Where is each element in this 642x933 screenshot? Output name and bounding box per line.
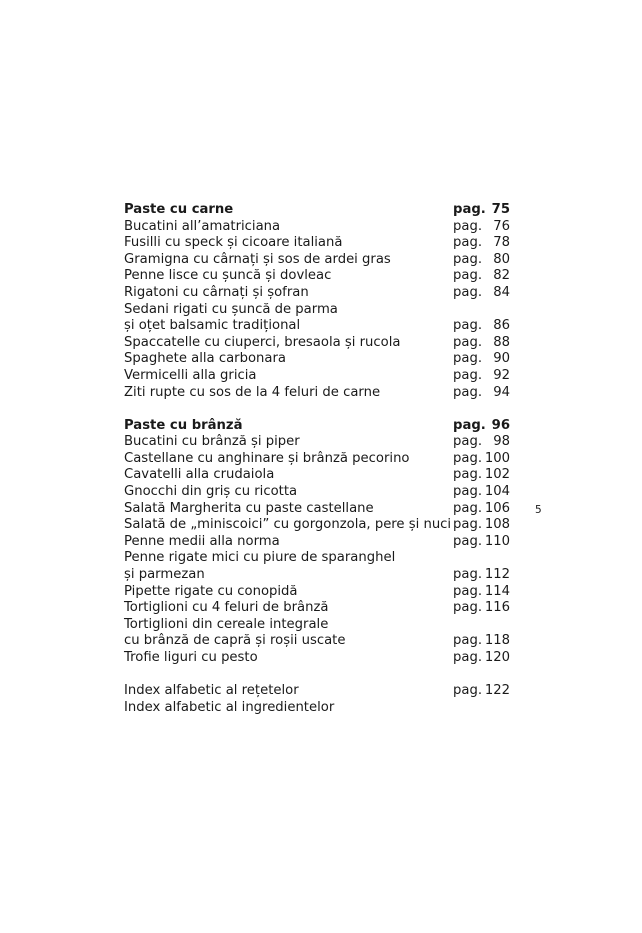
toc-entry: [124, 268, 510, 285]
toc-entry: [124, 650, 510, 667]
entry-title: Ziti rupte cu sos de la 4 feluri de carne: [124, 384, 381, 400]
pag-label: pag.: [453, 683, 483, 699]
entry-title: Penne rigate mici cu piure de sparanghel: [124, 550, 396, 566]
toc-section-paste-cu-carne: [124, 202, 510, 401]
toc-entry: [124, 451, 510, 468]
page-number: 104: [484, 484, 510, 499]
page-number: 122: [484, 683, 510, 699]
section-heading-title: Paste cu carne: [124, 202, 234, 217]
toc-entry: [124, 318, 510, 335]
entry-title: cu brânză de capră și roșii uscate: [124, 633, 346, 649]
toc-entry: [124, 617, 510, 634]
page-number: 82: [493, 268, 510, 284]
pag-label: pag.: [453, 268, 483, 284]
entry-title: Penne medii alla norma: [124, 533, 280, 549]
page-number: 106: [484, 500, 510, 516]
pag-label: pag.: [453, 450, 483, 466]
pag-label: pag.: [453, 384, 483, 400]
section-heading-title: Paste cu brânză: [124, 417, 243, 433]
toc-entry: [124, 633, 510, 650]
entry-title: Cavatelli alla crudaiola: [124, 467, 275, 483]
page-number: 75: [491, 202, 510, 217]
pag-label: pag.: [453, 484, 483, 499]
toc-entry: [124, 484, 510, 501]
toc-entry: [124, 683, 510, 700]
toc-entry: [124, 285, 510, 302]
pag-label: pag.: [453, 367, 483, 383]
pag-label: pag.: [453, 600, 483, 616]
pag-label: pag.: [453, 649, 483, 665]
entry-title: Sedani rigati cu șuncă de parma: [124, 301, 338, 317]
entry-title: Tortiglioni din cereale integrale: [124, 616, 329, 632]
page-number: 110: [484, 533, 510, 549]
page-number: 76: [493, 218, 510, 234]
pag-label: pag.: [453, 284, 483, 300]
page-number: 114: [484, 583, 510, 599]
toc-entry: [124, 252, 510, 269]
toc-entry: [124, 501, 510, 518]
page-number: 120: [484, 649, 510, 665]
toc-entry: [124, 351, 510, 368]
entry-title: Spaghete alla carbonara: [124, 351, 286, 367]
page-number: 88: [493, 334, 510, 350]
entry-title: Penne lisce cu șuncă și dovleac: [124, 268, 332, 284]
pag-label: pag.: [453, 500, 483, 516]
entry-title: Rigatoni cu cârnați și șofran: [124, 284, 309, 300]
toc-entry: [124, 368, 510, 385]
pag-label: pag.: [453, 417, 486, 433]
pag-label: pag.: [453, 202, 486, 217]
pag-label: pag.: [453, 583, 483, 599]
table-of-contents: [124, 202, 510, 733]
pag-label: pag.: [453, 566, 483, 582]
entry-title: Castellane cu anghinare și brânză pecorino: [124, 450, 410, 466]
page-number: 90: [493, 351, 510, 367]
toc-entry: [124, 434, 510, 451]
page-number: 118: [484, 633, 510, 649]
toc-entry: [124, 550, 510, 567]
toc-section-paste-cu-branza: [124, 418, 510, 667]
section-heading: [124, 418, 510, 435]
entry-title: Gnocchi din griș cu ricotta: [124, 484, 298, 499]
pag-label: pag.: [453, 235, 483, 251]
page-number: 84: [493, 284, 510, 300]
toc-entry: [124, 302, 510, 319]
pag-label: pag.: [453, 351, 483, 367]
entry-title: Salată de „miniscoici” cu gorgonzola, pere și nuci: [124, 517, 452, 533]
entry-title: Tortiglioni cu 4 feluri de brânză: [124, 600, 329, 616]
section-heading: [124, 202, 510, 219]
pag-label: pag.: [453, 434, 483, 450]
page-folio-number: 5: [535, 504, 542, 516]
toc-section-indexes: [124, 683, 510, 716]
entry-title: Fusilli cu speck și cicoare italiană: [124, 235, 343, 251]
page-number: 96: [491, 417, 510, 433]
toc-entry: [124, 517, 510, 534]
entry-title: Index alfabetic al ingredientelor: [124, 699, 335, 715]
toc-entry: [124, 235, 510, 252]
pag-label: pag.: [453, 517, 483, 533]
pag-label: pag.: [453, 251, 483, 267]
entry-title: Vermicelli alla gricia: [124, 367, 257, 383]
entry-title: Index alfabetic al rețetelor: [124, 683, 299, 699]
toc-entry: [124, 567, 510, 584]
pag-label: pag.: [453, 467, 483, 483]
toc-entry: [124, 600, 510, 617]
pag-label: pag.: [453, 318, 483, 334]
toc-entry: [124, 700, 510, 717]
page-number: 86: [493, 318, 510, 334]
page-number: 92: [493, 367, 510, 383]
page-number: 112: [484, 566, 510, 582]
entry-title: Trofie liguri cu pesto: [124, 649, 258, 665]
page-number: 80: [493, 251, 510, 267]
page-number: 100: [484, 450, 510, 466]
pag-label: pag.: [453, 218, 483, 234]
page-number: 102: [484, 467, 510, 483]
toc-entry: [124, 335, 510, 352]
entry-title: Gramigna cu cârnați și sos de ardei gras: [124, 251, 391, 267]
pag-label: pag.: [453, 334, 483, 350]
page-number: 78: [493, 235, 510, 251]
entry-title: Salată Margherita cu paste castellane: [124, 500, 374, 516]
page-number: 94: [493, 384, 510, 400]
pag-label: pag.: [453, 533, 483, 549]
entry-title: și oțet balsamic tradițional: [124, 318, 301, 334]
entry-title: Spaccatelle cu ciuperci, bresaola și rucola: [124, 334, 401, 350]
toc-entry: [124, 385, 510, 402]
toc-entry: [124, 584, 510, 601]
pag-label: pag.: [453, 633, 483, 649]
entry-title: și parmezan: [124, 566, 205, 582]
entry-title: Bucatini cu brânză și piper: [124, 434, 300, 450]
entry-title: Bucatini all’amatriciana: [124, 218, 281, 234]
page-number: 108: [484, 517, 510, 533]
toc-entry: [124, 467, 510, 484]
entry-title: Pipette rigate cu conopidă: [124, 583, 298, 599]
page-number: 116: [484, 600, 510, 616]
toc-entry: [124, 219, 510, 236]
page-number: 98: [493, 434, 510, 450]
toc-entry: [124, 534, 510, 551]
